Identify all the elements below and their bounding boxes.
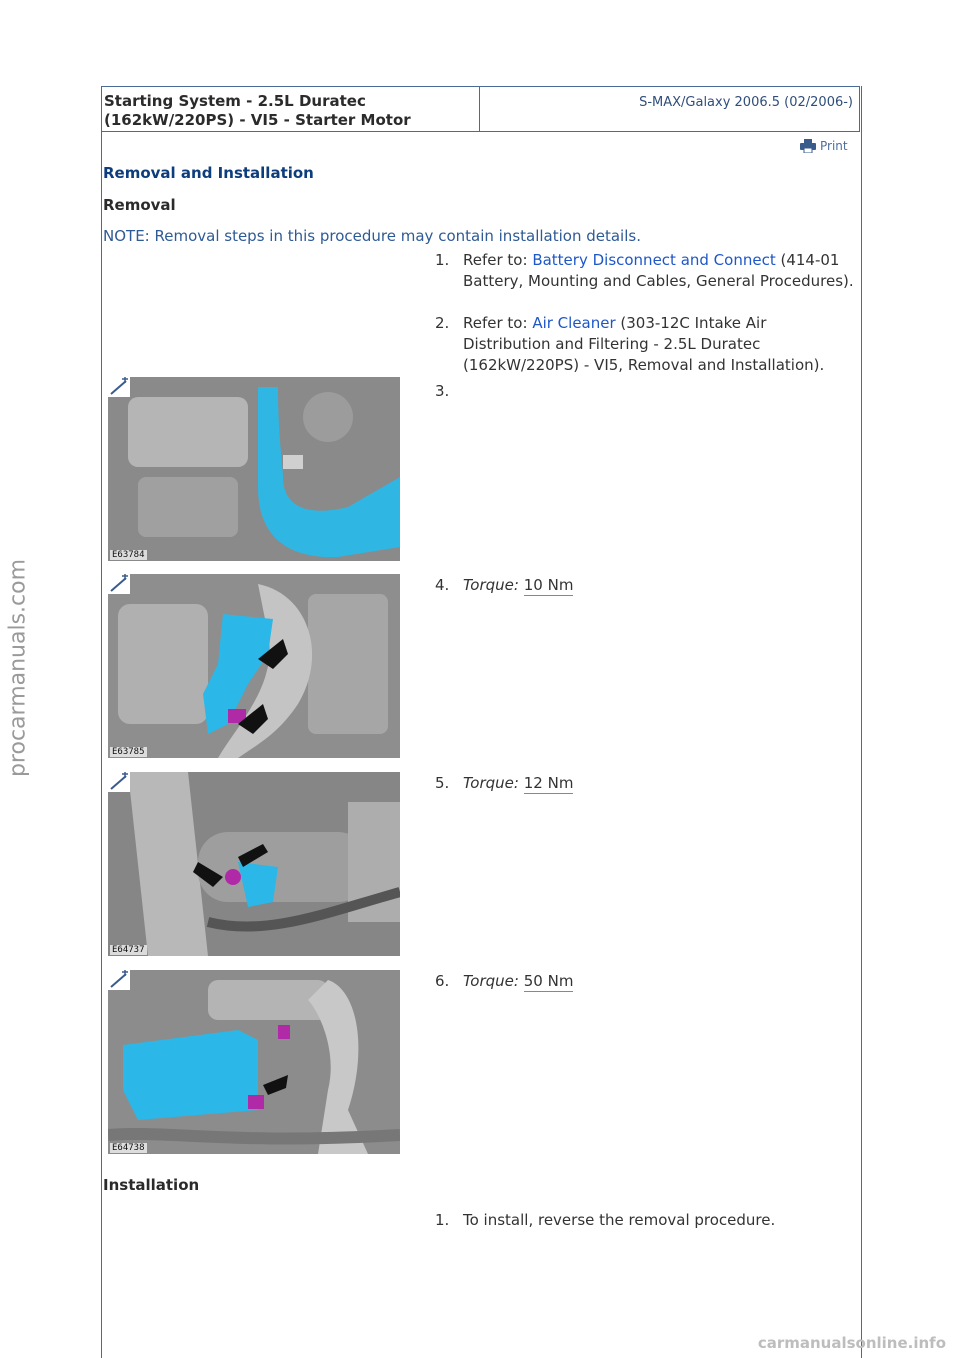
figure-cable-nuts[interactable] <box>108 772 400 956</box>
removal-heading: Removal <box>103 196 176 214</box>
torque-value: 50 Nm <box>523 972 574 990</box>
figure-id: E63785 <box>112 747 145 757</box>
step-number: 1. <box>435 251 450 269</box>
figure-id: E63784 <box>112 550 145 560</box>
engine-illustration <box>108 970 400 1154</box>
step-number: 5. <box>435 774 450 792</box>
engine-illustration <box>108 772 400 956</box>
print-button[interactable] <box>800 139 848 153</box>
step-5 <box>435 773 855 794</box>
engine-illustration <box>108 377 400 561</box>
printer-icon <box>800 139 816 153</box>
zoom-icon[interactable] <box>108 970 130 990</box>
battery-disconnect-link[interactable]: Battery Disconnect and Connect <box>532 251 776 269</box>
footer-watermark: carmanualsonline.info <box>757 1334 946 1352</box>
air-cleaner-link[interactable]: Air Cleaner <box>532 314 616 332</box>
title-line-2: (162kW/220PS) - VI5 - Starter Motor <box>104 111 411 129</box>
install-step-1 <box>435 1210 855 1231</box>
side-watermark <box>0 0 38 1358</box>
zoom-icon[interactable] <box>108 772 130 792</box>
zoom-icon[interactable] <box>108 574 130 594</box>
torque-label: Torque: <box>463 576 519 594</box>
figure-starter-motor[interactable] <box>108 970 400 1154</box>
note-text: NOTE: Removal steps in this procedure may contain installation details. <box>103 227 641 245</box>
torque-value: 12 Nm <box>523 774 574 792</box>
step-suffix: (303-12C Intake Air Distribution and Filtering - 2.5L Duratec (162kW/220PS) - VI5, Removal and Installation). <box>463 314 825 374</box>
torque-value: 10 Nm <box>523 576 574 594</box>
title-line-1: Starting System - 2.5L Duratec <box>104 92 366 110</box>
engine-illustration <box>108 574 400 758</box>
figure-starter-hose[interactable] <box>108 377 400 561</box>
step-1 <box>435 250 855 292</box>
step-2 <box>435 313 855 376</box>
figure-id: E64737 <box>112 945 145 955</box>
step-text: To install, reverse the removal procedure. <box>463 1211 776 1229</box>
step-number: 1. <box>435 1211 450 1229</box>
step-number: 2. <box>435 314 450 332</box>
figure-id: E64738 <box>112 1143 145 1153</box>
installation-heading: Installation <box>103 1176 200 1194</box>
zoom-icon[interactable] <box>108 377 130 397</box>
watermark-text: procarmanuals.com <box>5 558 31 778</box>
section-title: Removal and Installation <box>103 164 314 182</box>
figure-bracket-bolts[interactable] <box>108 574 400 758</box>
torque-label: Torque: <box>463 972 519 990</box>
step-number: 6. <box>435 972 450 990</box>
page-title <box>102 87 480 131</box>
step-prefix: Refer to: <box>463 314 533 332</box>
step-4 <box>435 575 855 596</box>
step-number: 4. <box>435 576 450 594</box>
step-prefix: Refer to: <box>463 251 533 269</box>
step-6 <box>435 971 855 992</box>
step-number: 3. <box>435 382 450 400</box>
model-label: S-MAX/Galaxy 2006.5 (02/2006-) <box>639 95 853 110</box>
print-label: Print <box>820 139 848 153</box>
document-header <box>101 86 860 132</box>
step-suffix: (414-01 Battery, Mounting and Cables, General Procedures). <box>463 251 854 290</box>
torque-label: Torque: <box>463 774 519 792</box>
